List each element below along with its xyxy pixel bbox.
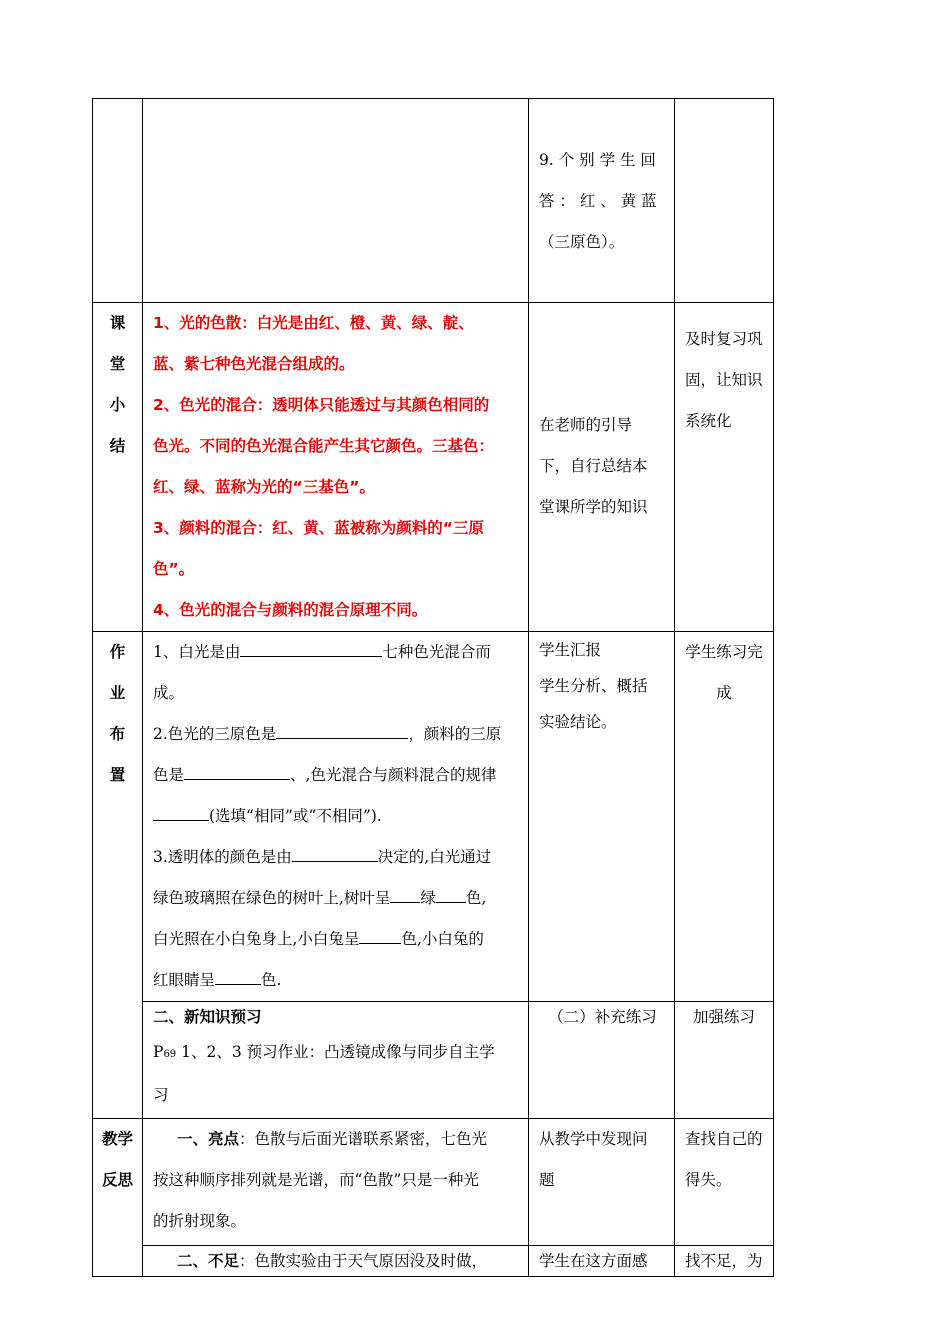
summary-student-cell — [529, 303, 675, 632]
homework-content-cell — [143, 632, 529, 1002]
answer-blank — [215, 970, 261, 985]
text-line: 成。 — [153, 684, 185, 702]
summary-line: 色”。 — [153, 560, 195, 578]
summary-line: 蓝、紫七种色光混合组成的。 — [153, 355, 355, 373]
table-row-top — [93, 99, 774, 303]
section-label-reflection: 教学 反思 — [93, 1119, 143, 1277]
content-cell-empty — [143, 99, 529, 303]
text-line: 从教学中发现问 — [539, 1130, 648, 1148]
answer-blank — [276, 724, 408, 739]
preview-title: 二、新知识预习 — [153, 1008, 262, 1026]
summary-line: 4、色光的混合与颜料的混合原理不同。 — [153, 601, 428, 619]
text-line: （三原色）。 — [539, 233, 625, 251]
answer-blank — [240, 642, 382, 657]
table-row-summary — [93, 303, 774, 632]
text-line: 习 — [153, 1086, 169, 1104]
preview-intent-cell — [675, 1002, 774, 1119]
text-line: 得失。 — [685, 1171, 732, 1189]
answer-blank — [390, 888, 420, 903]
reflection-intent-cell — [675, 1119, 774, 1246]
intent-cell-empty — [675, 99, 774, 303]
text-line: 堂课所学的知识 — [539, 498, 648, 516]
text-line: 学生在这方面感 — [539, 1252, 648, 1270]
text-line: 学生练习完 — [685, 643, 763, 661]
table-row-reflection — [93, 1119, 774, 1246]
homework-q1-line: 1、白光是由 七种色光混合而 — [153, 643, 491, 661]
text-line: 加强练习 — [692, 1008, 755, 1026]
homework-q3-line: 绿色玻璃照在绿色的树叶上,树叶呈 绿 色, — [153, 889, 487, 907]
table-row-deficiency — [93, 1246, 774, 1277]
reflection-student-cell — [529, 1119, 675, 1246]
text-line: 实验结论。 — [539, 713, 617, 731]
answer-blank — [153, 806, 209, 821]
text-line: 成 — [716, 684, 732, 702]
summary-line: 2、色光的混合：透明体只能透过与其颜色相同的 — [153, 396, 490, 414]
homework-q2-line: 2.色光的三原色是 ，颜料的三原 — [153, 725, 502, 743]
summary-line: 红、绿、蓝称为光的“三基色”。 — [153, 478, 375, 496]
answer-blank — [184, 765, 290, 780]
text-line: 及时复习巩 — [685, 330, 763, 348]
text-line: 的折射现象。 — [153, 1212, 247, 1230]
summary-line: 3、颜料的混合：红、黄、蓝被称为颜料的“三原 — [153, 519, 484, 537]
homework-q3-line: 红眼睛呈 色. — [153, 971, 282, 989]
section-label-homework: 作 业 布 置 — [93, 632, 143, 1119]
preview-content-cell — [143, 1002, 529, 1119]
homework-intent-cell — [675, 632, 774, 1002]
text-line: 答 ： 红 、 黄 蓝 — [539, 192, 657, 210]
answer-blank — [359, 929, 401, 944]
text-line: 学生分析、概括 — [539, 677, 648, 695]
text-line: 找不足，为 — [685, 1252, 763, 1270]
summary-content-cell — [143, 303, 529, 632]
text-line: 按这种顺序排列就是光谱，而“色散”只是一种光 — [153, 1171, 479, 1189]
text-line: 二、不足：色散实验由于天气原因没及时做， — [177, 1252, 488, 1270]
section-label-summary: 课 堂 小 结 — [93, 303, 143, 632]
table-row-preview — [93, 1002, 774, 1119]
answer-blank — [436, 888, 466, 903]
text-line: 系统化 — [685, 412, 732, 430]
deficiency-intent-cell — [675, 1246, 774, 1277]
summary-line: 色光。不同的色光混合能产生其它颜色。三基色： — [153, 437, 495, 455]
text-line: 下，自行总结本 — [539, 457, 648, 475]
table-row-homework — [93, 632, 774, 1002]
preview-line: P69 1、2、3 预习作业：凸透镜成像与同步自主学 — [153, 1043, 495, 1061]
homework-q3-line: 白光照在小白兔身上,小白兔呈 色,小白兔的 — [153, 930, 484, 948]
text-line: 查找自己的 — [685, 1130, 763, 1148]
answer-blank — [292, 847, 378, 862]
homework-q2-line: 色是 、,色光混合与颜料混合的规律 — [153, 766, 497, 784]
text-line: 9. 个 别 学 生 回 — [539, 151, 656, 169]
summary-line: 1、光的色散：白光是由红、橙、黄、绿、靛、 — [153, 314, 474, 332]
text-line: 固，让知识 — [685, 371, 763, 389]
reflection-deficiency-cell — [143, 1246, 529, 1277]
text-line: 学生汇报 — [539, 641, 602, 659]
text-line: 在老师的引导 — [539, 416, 633, 434]
text-line: 题 — [539, 1171, 555, 1189]
text-line: 一、亮点：色散与后面光谱联系紧密，七色光 — [177, 1130, 488, 1148]
preview-student-cell — [529, 1002, 675, 1119]
text-line: （二）补充练习 — [548, 1008, 657, 1026]
student-activity-cell — [529, 99, 675, 303]
homework-q2-line: (选填“相同”或“不相同”). — [153, 796, 520, 837]
reflection-highlight-cell — [143, 1119, 529, 1246]
deficiency-student-cell — [529, 1246, 675, 1277]
homework-q3-line: 3.透明体的颜色是由 决定的,白光通过 — [153, 848, 492, 866]
homework-student-cell — [529, 632, 675, 1002]
lesson-plan-table — [92, 98, 774, 1277]
summary-intent-cell — [675, 303, 774, 632]
label-cell-empty — [93, 99, 143, 303]
